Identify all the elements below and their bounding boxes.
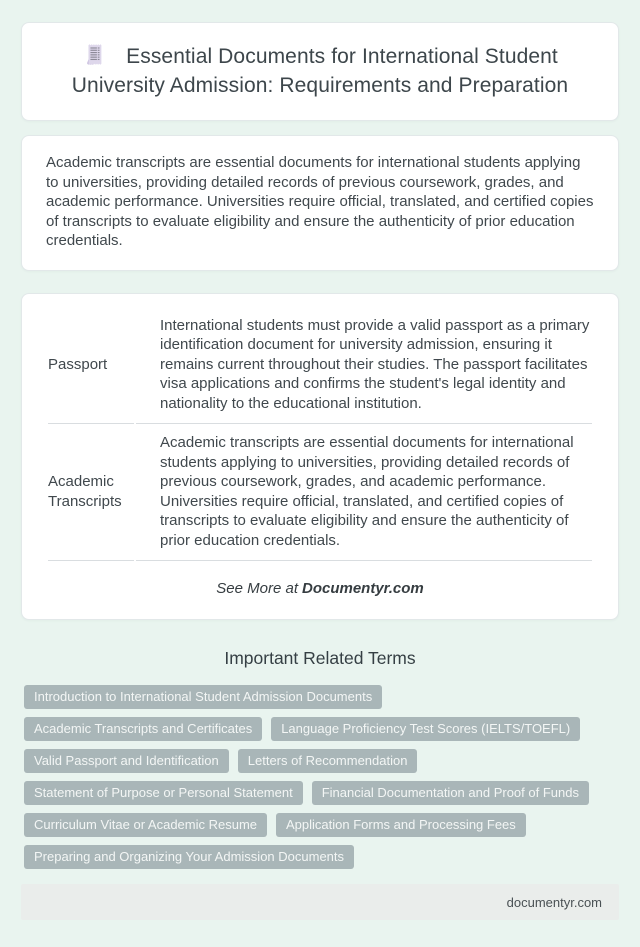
table-row [48,424,592,561]
term-cell: Academic Transcripts [48,424,134,561]
description-cell: Academic transcripts are essential documents for international students applying to universities, providing detailed records of previous coursework, grades, and academic performance. Universities require official, translated, and certified copies of transcripts to evaluate eligibility and ensure the authenticity of prior education credentials. [136,424,592,561]
related-term-tag[interactable]: Statement of Purpose or Personal Statement [24,781,303,805]
related-terms-tag-list [24,685,616,869]
intro-paragraph: Academic transcripts are essential documents for international students applying to universities, providing detailed records of previous coursework, grades, and academic performance. Universities require official, translated, and certified copies of transcripts to evaluate eligibility and ensure the authenticity of prior education credentials. [46,154,594,249]
related-term-tag[interactable]: Preparing and Organizing Your Admission Documents [24,845,354,869]
related-term-tag[interactable]: Curriculum Vitae or Academic Resume [24,813,267,837]
see-more-prefix: See More at [216,580,298,597]
documents-table [46,314,594,562]
page-title-text: Essential Documents for International Student University Admission: Requirements and Preparation [71,45,569,97]
footer-site-text: documentyr.com [506,894,602,910]
related-term-tag[interactable]: Valid Passport and Identification [24,749,229,773]
description-cell: International students must provide a valid passport as a primary identification document for university admission, ensuring it remains current throughout their studies. The passport facilitates visa applications and confirms the student's legal identity and nationality to the educational institution. [136,314,592,425]
header-card [21,22,619,121]
related-term-tag[interactable]: Application Forms and Processing Fees [276,813,526,837]
related-term-tag[interactable]: Financial Documentation and Proof of Funds [312,781,589,805]
related-term-tag[interactable]: Academic Transcripts and Certificates [24,717,262,741]
page-title [50,42,590,100]
intro-card [21,135,619,271]
term-cell: Passport [48,314,134,425]
documents-card [21,293,619,621]
related-terms-heading: Important Related Terms [224,648,416,668]
table-row [48,314,592,425]
related-term-tag[interactable]: Letters of Recommendation [238,749,418,773]
related-term-tag[interactable]: Introduction to International Student Admission Documents [24,685,382,709]
receipt-icon [82,42,107,67]
footer-bar [21,884,619,920]
related-term-tag[interactable]: Language Proficiency Test Scores (IELTS/TOEFL) [271,717,580,741]
see-more-note [46,580,594,597]
see-more-site: Documentyr.com [302,580,424,597]
